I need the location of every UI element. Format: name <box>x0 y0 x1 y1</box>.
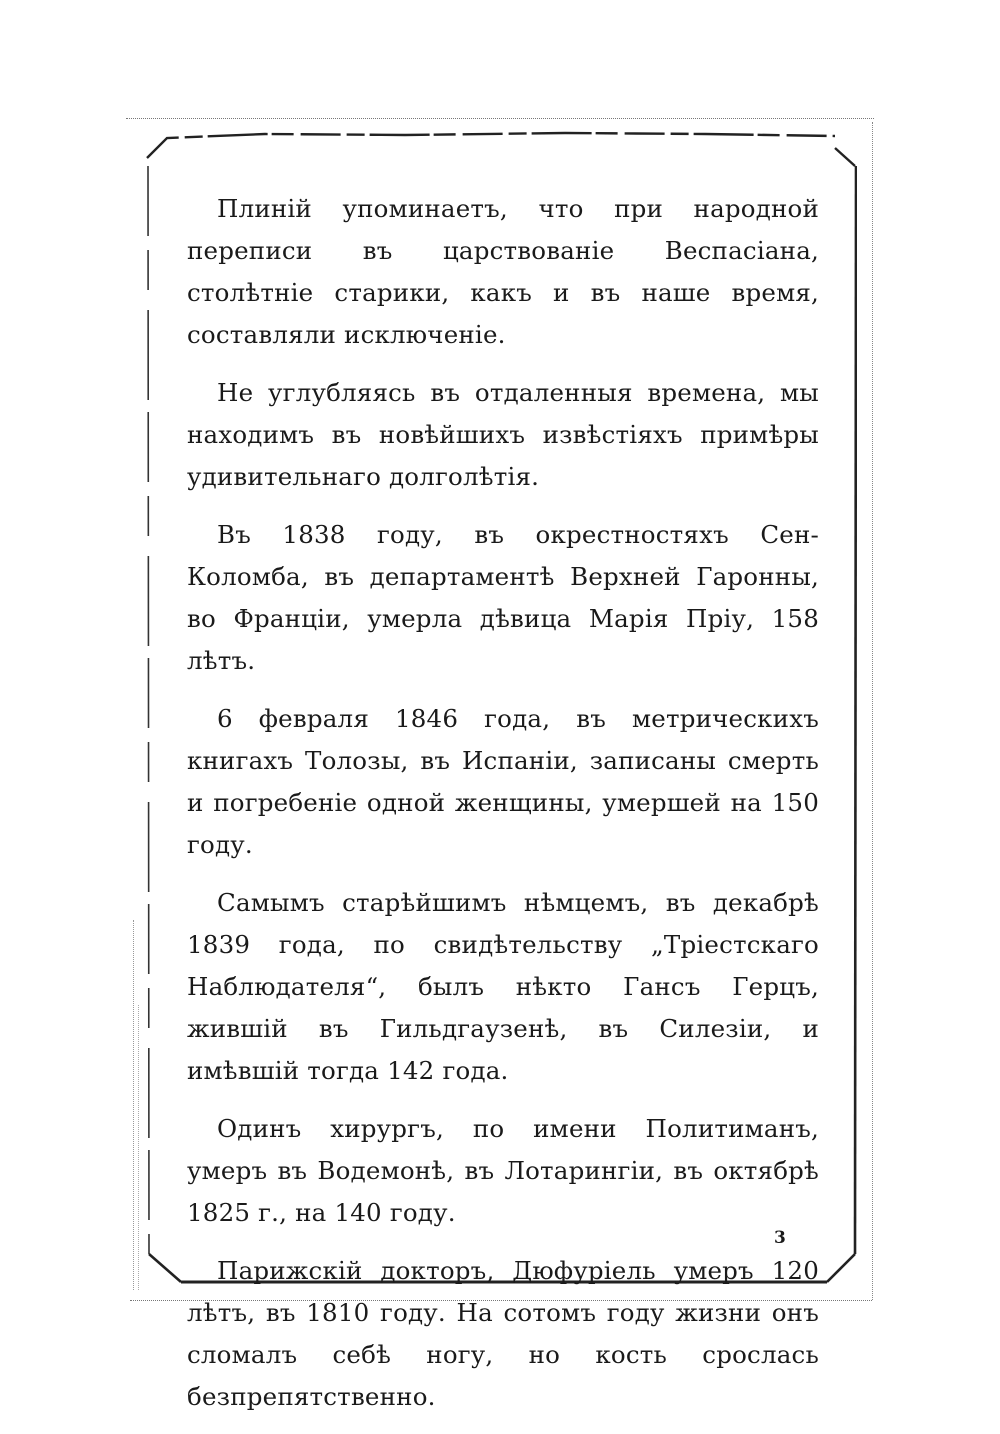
body-text <box>187 188 819 1434</box>
paragraph: Самымъ старѣйшимъ нѣмцемъ, въ декабрѣ 1839 года, по свидѣтельству „Тріестскаго Наблюдателя“, былъ нѣкто Гансъ Герцъ, жившій въ Гильдгаузенѣ, въ Силезіи, и имѣвшій тогда 142 года. <box>187 888 819 1085</box>
paragraph: Плиній упоминаетъ, что при народной переписи въ царствованіе Веспасіана, столѣтніе старики, какъ и въ наше время, составляли исключеніе. <box>187 194 819 349</box>
dotted-frame-left <box>133 920 134 1290</box>
dotted-frame-right <box>872 122 873 1300</box>
paragraph: Парижскій докторъ, Дюфуріель умеръ 120 лѣтъ, въ 1810 году. На сотомъ году жизни онъ сломалъ себѣ ногу, но кость срослась безпрепятственно. <box>187 1256 819 1411</box>
paragraph: Одинъ хирургъ, по имени Политиманъ, умеръ въ Водемонѣ, въ Лотарингіи, въ октябрѣ 1825 г., на 140 году. <box>187 1114 819 1227</box>
dotted-frame-top <box>126 118 874 119</box>
page-number: 3 <box>774 1228 786 1248</box>
paragraph: 6 февраля 1846 года, въ метрическихъ книгахъ Толозы, въ Испаніи, записаны смерть и погребеніе одной женщины, умершей на 150 году. <box>187 704 819 859</box>
dotted-frame-left-inner <box>138 1005 139 1290</box>
paragraph: Не углубляясь въ отдаленныя времена, мы находимъ въ новѣйшихъ извѣстіяхъ примѣры удивительнаго долголѣтія. <box>187 378 819 491</box>
paragraph: Въ 1838 году, въ окрестностяхъ Сен-Коломба, въ департаментѣ Верхней Гаронны, во Франціи, умерла дѣвица Марія Пріу, 158 лѣтъ. <box>187 520 819 675</box>
